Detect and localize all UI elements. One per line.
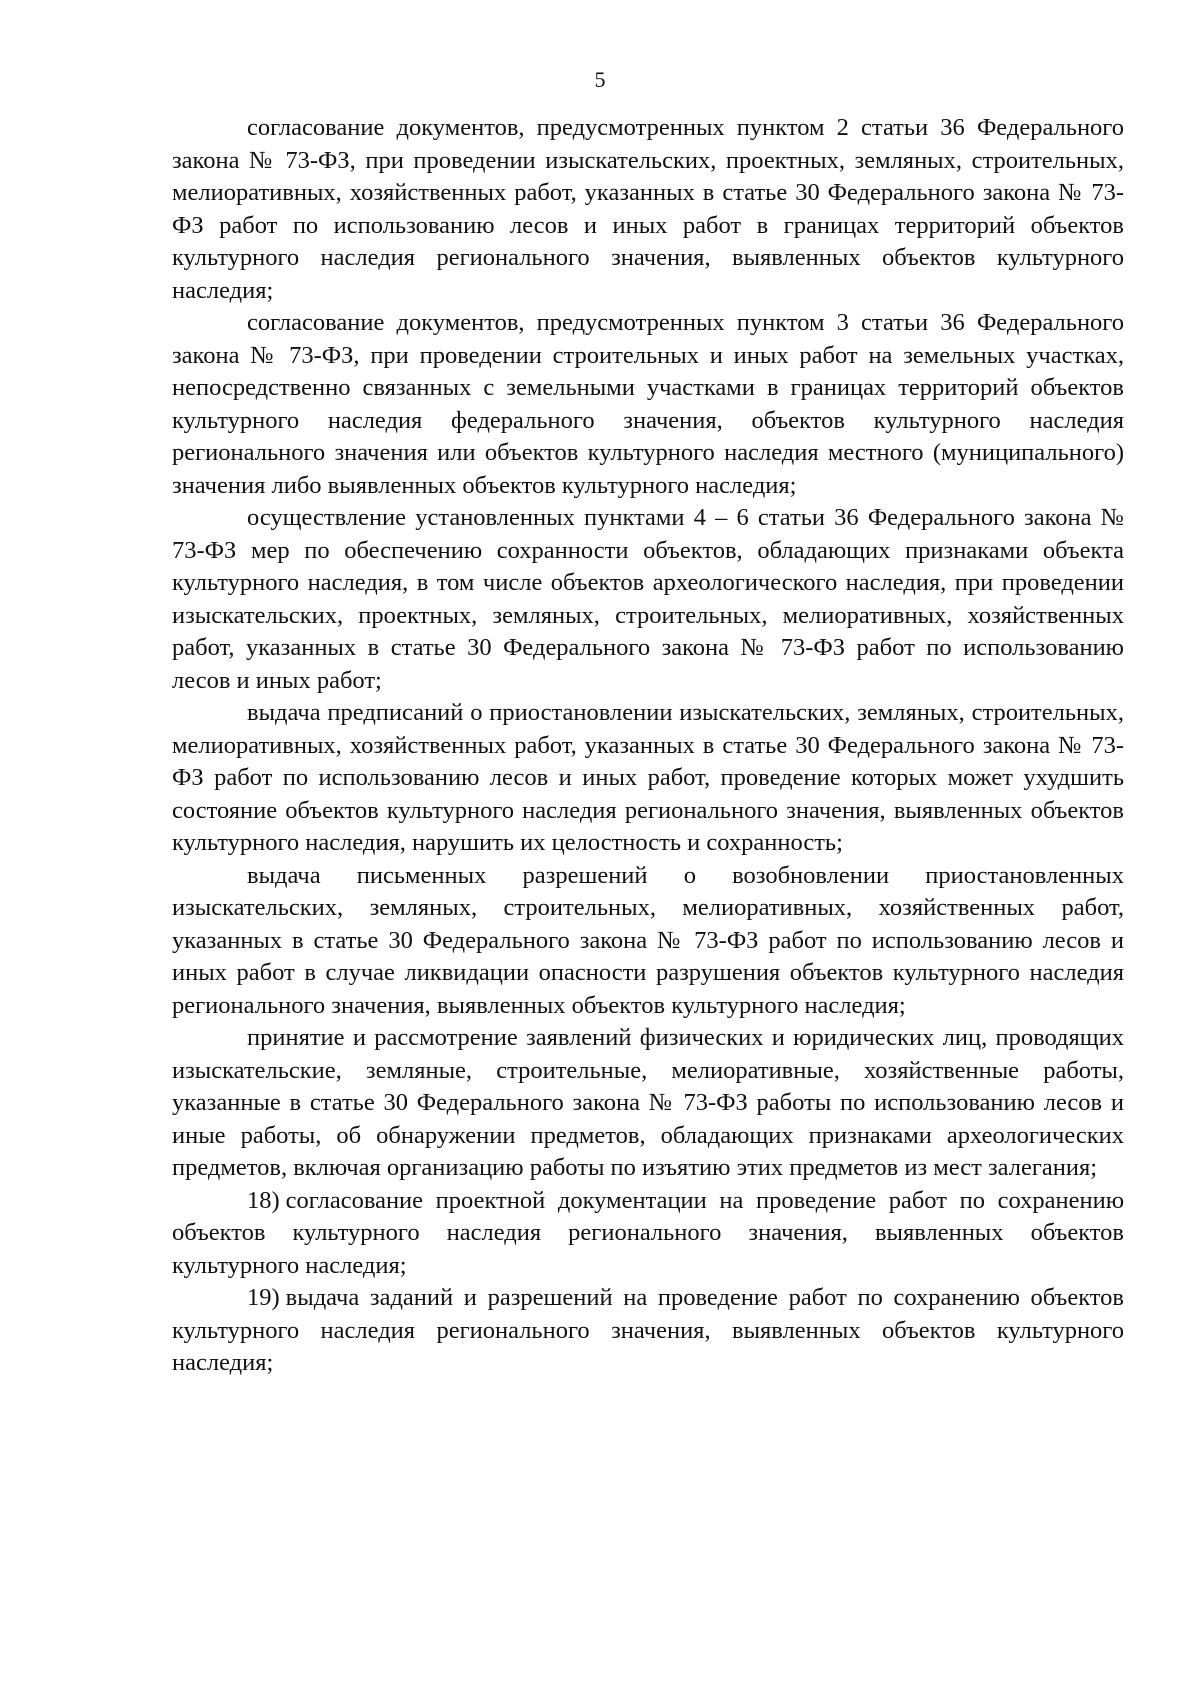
paragraph-text: выдача письменных разрешений о возобновлении приостановленных изыскательских, земляных, строительных, мелиоративных, хозяйственных работ, указанных в статье 30 Федерального закона № 73-ФЗ работ по использованию лесов и иных работ в случае ликвидации опасности разрушения объектов культурного наследия регионального значения, выявленных объектов культурного наследия; [172,861,1124,1019]
paragraph-safety-measures [172,502,1124,697]
paragraph-text: осуществление установленных пунктами 4 – 6 статьи 36 Федерального закона № 73-ФЗ мер по обеспечению сохранности объектов, обладающих признаками объекта культурного наследия, в том числе объектов археологического наследия, при проведении изыскательских, проектных, земляных, строительных, мелиоративных, хозяйственных работ, указанных в статье 30 Федерального закона № 73-ФЗ работ по использованию лесов и иных работ; [172,504,1124,694]
paragraph-text: выдача предписаний о приостановлении изыскательских, земляных, строительных, мелиоративных, хозяйственных работ, указанных в статье 30 Федерального закона № 73-ФЗ работ по использованию лесов и иных работ, проведение которых может ухудшить состояние объектов культурного наследия регионального значения, выявленных объектов культурного наследия, нарушить их целостность и сохранность; [172,699,1124,856]
item-number: 18) [247,1186,280,1214]
paragraph-applications [172,1022,1124,1185]
page-number: 5 [594,67,606,92]
paragraph-item-18 [172,1185,1124,1283]
paragraph-text: согласование документов, предусмотренных пунктом 2 статьи 36 Федерального закона № 73-ФЗ, при проведении изыскательских, проектных, земляных, строительных, мелиоративных, хозяйственных работ, указанных в статье 30 Федерального закона № 73-ФЗ работ по использованию лесов и иных работ в границах территорий объектов культурного наследия регионального значения, выявленных объектов культурного наследия; [172,114,1124,304]
paragraph-resumption-permits [172,860,1124,1023]
paragraph-text: принятие и рассмотрение заявлений физических и юридических лиц, проводящих изыскательские, земляные, строительные, мелиоративные, хозяйственные работы, указанные в статье 30 Федерального закона № 73-ФЗ работы по использованию лесов и иные работы, об обнаружении предметов, обладающих признаками археологических предметов, включая организацию работы по изъятию этих предметов из мест залегания; [172,1024,1124,1181]
paragraph-item-19 [172,1282,1124,1380]
document-body [172,112,1124,1380]
paragraph-agreement-item-3 [172,307,1124,502]
paragraph-text: выдача заданий и разрешений на проведение работ по сохранению объектов культурного наследия регионального значения, выявленных объектов культурного наследия; [172,1284,1124,1376]
paragraph-suspension-orders [172,697,1124,860]
item-number: 19) [247,1284,280,1311]
paragraph-agreement-item-2 [172,112,1124,307]
paragraph-text: согласование проектной документации на проведение работ по сохранению объектов культурного наследия регионального значения, выявленных объектов культурного наследия; [172,1186,1124,1279]
paragraph-text: согласование документов, предусмотренных пунктом 3 статьи 36 Федерального закона № 73-ФЗ, при проведении строительных и иных работ на земельных участках, непосредственно связанных с земельными участками в границах территорий объектов культурного наследия федерального значения, объектов культурного наследия регионального значения или объектов культурного наследия местного (муниципального) значения либо выявленных объектов культурного наследия; [172,309,1124,499]
